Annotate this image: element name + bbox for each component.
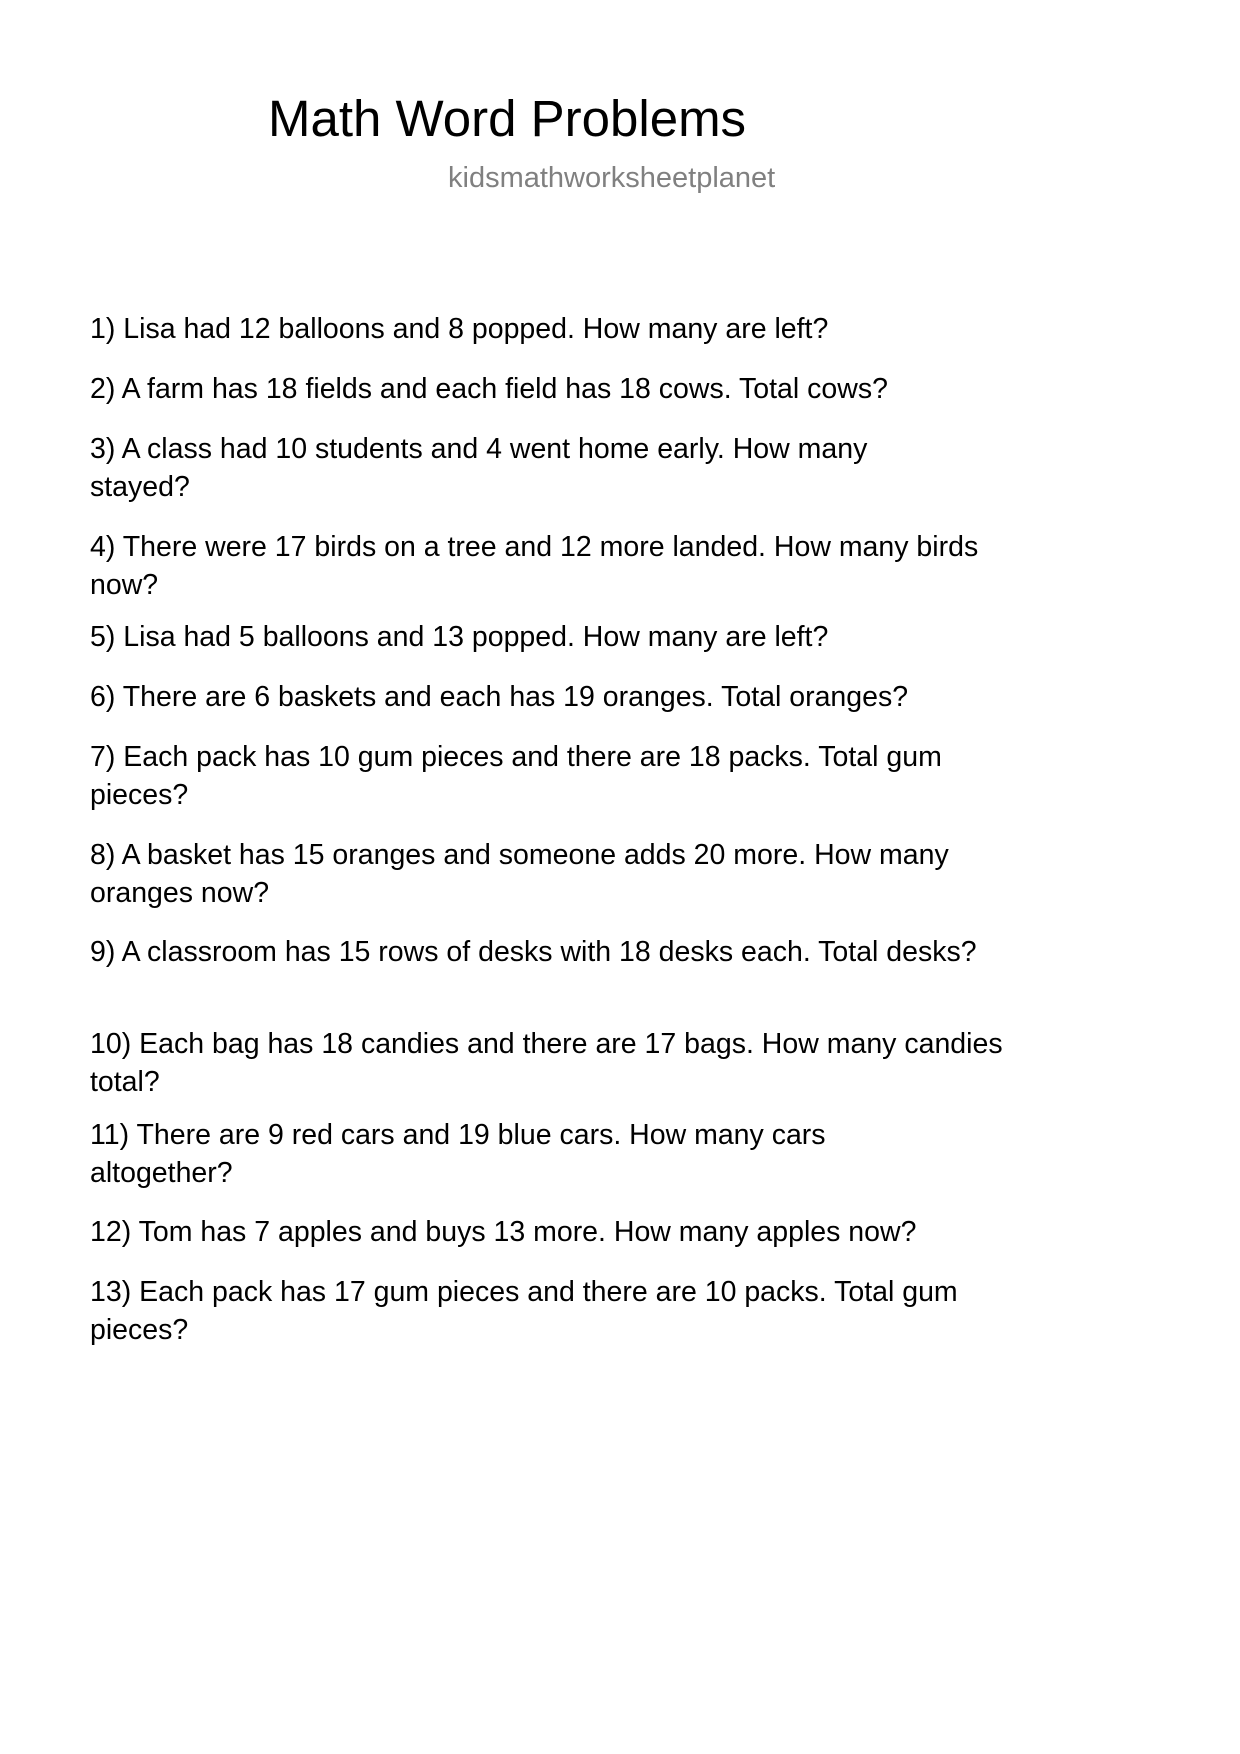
problem-item-4: 4) There were 17 birds on a tree and 12 more landed. How many birds now? — [90, 531, 979, 601]
problem-item-9: 9) A classroom has 15 rows of desks with 18 desks each. Total desks? — [90, 936, 977, 968]
problem-item-1: 1) Lisa had 12 balloons and 8 popped. How many are left? — [90, 313, 829, 345]
problem-item-7: 7) Each pack has 10 gum pieces and there are 18 packs. Total gum pieces? — [90, 741, 942, 811]
problem-item-8: 8) A basket has 15 oranges and someone adds 20 more. How many oranges now? — [90, 839, 949, 909]
problem-item-10: 10) Each bag has 18 candies and there are 17 bags. How many candies total? — [90, 1028, 1003, 1098]
problem-item-2: 2) A farm has 18 fields and each field has 18 cows. Total cows? — [90, 373, 888, 405]
problem-item-6: 6) There are 6 baskets and each has 19 oranges. Total oranges? — [90, 681, 909, 713]
page-title: Math Word Problems — [268, 90, 747, 147]
problem-item-12: 12) Tom has 7 apples and buys 13 more. How many apples now? — [90, 1216, 917, 1248]
problem-item-3: 3) A class had 10 students and 4 went home early. How many stayed? — [90, 433, 868, 503]
problem-item-13: 13) Each pack has 17 gum pieces and there are 10 packs. Total gum pieces? — [90, 1276, 958, 1346]
problem-item-5: 5) Lisa had 5 balloons and 13 popped. How many are left? — [90, 621, 829, 653]
site-watermark: kidsmathworksheetplanet — [448, 162, 776, 194]
problem-item-11: 11) There are 9 red cars and 19 blue cars. How many cars altogether? — [90, 1119, 826, 1189]
